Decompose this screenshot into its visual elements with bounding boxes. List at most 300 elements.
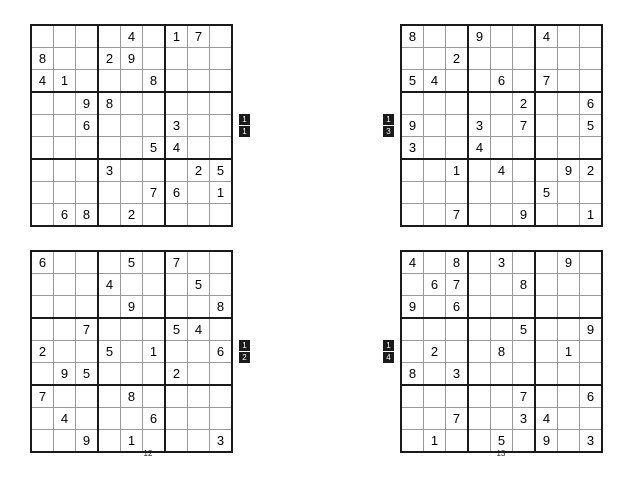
- grid-cell[interactable]: [424, 137, 446, 160]
- sudoku-grid-11[interactable]: [30, 24, 233, 227]
- grid-cell[interactable]: 5: [210, 159, 233, 182]
- grid-cell[interactable]: 3: [165, 115, 188, 137]
- grid-cell[interactable]: 3: [491, 251, 513, 274]
- grid-cell[interactable]: [54, 182, 76, 204]
- grid-cell[interactable]: 4: [424, 70, 446, 93]
- grid-cell[interactable]: 4: [535, 408, 558, 430]
- grid-cell[interactable]: [558, 25, 580, 48]
- grid-cell[interactable]: [31, 296, 54, 319]
- grid-cell[interactable]: [446, 385, 469, 408]
- grid-cell[interactable]: [54, 92, 76, 115]
- grid-cell[interactable]: 4: [121, 25, 143, 48]
- grid-cell[interactable]: [188, 48, 210, 70]
- grid-cell[interactable]: 5: [580, 115, 603, 137]
- grid-cell[interactable]: [76, 408, 99, 430]
- grid-cell[interactable]: 4: [401, 251, 424, 274]
- grid-cell[interactable]: [468, 204, 491, 227]
- grid-cell[interactable]: 4: [535, 25, 558, 48]
- grid-cell[interactable]: 8: [31, 48, 54, 70]
- grid-cell[interactable]: 9: [580, 318, 603, 341]
- grid-cell[interactable]: [188, 137, 210, 160]
- grid-cell[interactable]: [121, 92, 143, 115]
- grid-cell[interactable]: 3: [210, 430, 233, 453]
- grid-cell[interactable]: [446, 318, 469, 341]
- grid-cell[interactable]: [210, 251, 233, 274]
- grid-cell[interactable]: [535, 159, 558, 182]
- grid-cell[interactable]: [401, 341, 424, 363]
- grid-cell[interactable]: [468, 159, 491, 182]
- grid-cell[interactable]: [468, 408, 491, 430]
- grid-cell[interactable]: [98, 408, 121, 430]
- grid-cell[interactable]: [401, 204, 424, 227]
- grid-cell[interactable]: 5: [76, 363, 99, 386]
- grid-cell[interactable]: [580, 137, 603, 160]
- grid-cell[interactable]: [446, 430, 469, 453]
- grid-cell[interactable]: 9: [401, 296, 424, 319]
- grid-cell[interactable]: [76, 182, 99, 204]
- grid-cell[interactable]: 7: [513, 115, 536, 137]
- grid-cell[interactable]: [165, 204, 188, 227]
- grid-cell[interactable]: [98, 251, 121, 274]
- grid-cell[interactable]: 9: [401, 115, 424, 137]
- grid-cell[interactable]: [165, 274, 188, 296]
- grid-cell[interactable]: 7: [446, 204, 469, 227]
- grid-cell[interactable]: [535, 363, 558, 386]
- grid-cell[interactable]: [121, 408, 143, 430]
- grid-cell[interactable]: 3: [513, 408, 536, 430]
- grid-cell[interactable]: 8: [76, 204, 99, 227]
- grid-cell[interactable]: 5: [513, 318, 536, 341]
- grid-cell[interactable]: 1: [165, 25, 188, 48]
- grid-cell[interactable]: [210, 408, 233, 430]
- grid-cell[interactable]: 7: [535, 70, 558, 93]
- grid-cell[interactable]: [121, 274, 143, 296]
- grid-cell[interactable]: [76, 274, 99, 296]
- grid-cell[interactable]: 4: [165, 137, 188, 160]
- grid-cell[interactable]: 1: [558, 341, 580, 363]
- grid-cell[interactable]: [54, 296, 76, 319]
- grid-cell[interactable]: 7: [446, 274, 469, 296]
- grid-cell[interactable]: [558, 296, 580, 319]
- grid-cell[interactable]: [401, 48, 424, 70]
- grid-cell[interactable]: [580, 70, 603, 93]
- grid-cell[interactable]: [558, 70, 580, 93]
- grid-cell[interactable]: 6: [143, 408, 166, 430]
- grid-cell[interactable]: [513, 159, 536, 182]
- grid-cell[interactable]: [165, 296, 188, 319]
- grid-cell[interactable]: 5: [143, 137, 166, 160]
- grid-cell[interactable]: 6: [424, 274, 446, 296]
- grid-cell[interactable]: [535, 341, 558, 363]
- grid-cell[interactable]: [31, 274, 54, 296]
- grid-cell[interactable]: 1: [54, 70, 76, 93]
- grid-cell[interactable]: [76, 251, 99, 274]
- grid-cell[interactable]: 5: [535, 182, 558, 204]
- grid-cell[interactable]: 4: [98, 274, 121, 296]
- grid-cell[interactable]: [188, 115, 210, 137]
- grid-cell[interactable]: [468, 341, 491, 363]
- grid-cell[interactable]: [165, 92, 188, 115]
- grid-cell[interactable]: 6: [31, 251, 54, 274]
- grid-cell[interactable]: 2: [165, 363, 188, 386]
- grid-cell[interactable]: [188, 204, 210, 227]
- grid-cell[interactable]: [98, 70, 121, 93]
- grid-cell[interactable]: 1: [121, 430, 143, 453]
- grid-cell[interactable]: 9: [121, 296, 143, 319]
- grid-cell[interactable]: [491, 274, 513, 296]
- grid-cell[interactable]: 7: [188, 25, 210, 48]
- grid-cell[interactable]: [468, 385, 491, 408]
- grid-cell[interactable]: [424, 159, 446, 182]
- grid-cell[interactable]: [513, 296, 536, 319]
- grid-cell[interactable]: [98, 318, 121, 341]
- grid-cell[interactable]: [558, 274, 580, 296]
- grid-cell[interactable]: 1: [424, 430, 446, 453]
- grid-cell[interactable]: 8: [121, 385, 143, 408]
- grid-cell[interactable]: [401, 408, 424, 430]
- grid-cell[interactable]: 5: [491, 430, 513, 453]
- grid-cell[interactable]: 3: [580, 430, 603, 453]
- grid-cell[interactable]: [54, 137, 76, 160]
- grid-cell[interactable]: [446, 182, 469, 204]
- grid-cell[interactable]: [98, 204, 121, 227]
- grid-cell[interactable]: [535, 115, 558, 137]
- grid-cell[interactable]: [535, 274, 558, 296]
- grid-cell[interactable]: [535, 137, 558, 160]
- grid-cell[interactable]: [31, 92, 54, 115]
- grid-cell[interactable]: [210, 385, 233, 408]
- grid-cell[interactable]: 7: [31, 385, 54, 408]
- grid-cell[interactable]: [468, 296, 491, 319]
- grid-cell[interactable]: [401, 318, 424, 341]
- grid-cell[interactable]: [424, 363, 446, 386]
- grid-cell[interactable]: [143, 159, 166, 182]
- grid-cell[interactable]: [424, 115, 446, 137]
- grid-cell[interactable]: [143, 363, 166, 386]
- grid-cell[interactable]: [446, 92, 469, 115]
- grid-cell[interactable]: 1: [210, 182, 233, 204]
- grid-cell[interactable]: [513, 70, 536, 93]
- grid-cell[interactable]: 3: [401, 137, 424, 160]
- grid-cell[interactable]: [54, 251, 76, 274]
- grid-cell[interactable]: [558, 204, 580, 227]
- grid-cell[interactable]: [424, 251, 446, 274]
- grid-cell[interactable]: 2: [31, 341, 54, 363]
- grid-cell[interactable]: 4: [468, 137, 491, 160]
- grid-cell[interactable]: 2: [446, 48, 469, 70]
- grid-cell[interactable]: [76, 341, 99, 363]
- grid-cell[interactable]: [580, 363, 603, 386]
- grid-cell[interactable]: [468, 274, 491, 296]
- grid-cell[interactable]: 6: [54, 204, 76, 227]
- grid-cell[interactable]: 5: [401, 70, 424, 93]
- grid-cell[interactable]: [98, 182, 121, 204]
- grid-cell[interactable]: 6: [210, 341, 233, 363]
- grid-cell[interactable]: [98, 363, 121, 386]
- grid-cell[interactable]: [580, 251, 603, 274]
- grid-cell[interactable]: [165, 48, 188, 70]
- grid-cell[interactable]: 6: [491, 70, 513, 93]
- grid-cell[interactable]: 1: [143, 341, 166, 363]
- grid-cell[interactable]: 8: [210, 296, 233, 319]
- grid-cell[interactable]: [210, 318, 233, 341]
- grid-cell[interactable]: [121, 363, 143, 386]
- grid-cell[interactable]: [580, 182, 603, 204]
- grid-cell[interactable]: [535, 48, 558, 70]
- grid-cell[interactable]: [513, 137, 536, 160]
- grid-cell[interactable]: 4: [491, 159, 513, 182]
- grid-cell[interactable]: [401, 159, 424, 182]
- grid-cell[interactable]: [558, 430, 580, 453]
- grid-cell[interactable]: [98, 296, 121, 319]
- grid-cell[interactable]: [446, 115, 469, 137]
- grid-cell[interactable]: [558, 115, 580, 137]
- grid-cell[interactable]: 8: [446, 251, 469, 274]
- grid-cell[interactable]: [401, 430, 424, 453]
- grid-cell[interactable]: 5: [165, 318, 188, 341]
- grid-cell[interactable]: [446, 341, 469, 363]
- grid-cell[interactable]: [491, 408, 513, 430]
- sudoku-grid-12[interactable]: [30, 250, 233, 453]
- grid-cell[interactable]: 2: [580, 159, 603, 182]
- grid-cell[interactable]: [491, 182, 513, 204]
- grid-cell[interactable]: [188, 182, 210, 204]
- grid-cell[interactable]: [401, 385, 424, 408]
- grid-cell[interactable]: [31, 204, 54, 227]
- grid-cell[interactable]: 1: [580, 204, 603, 227]
- grid-cell[interactable]: [535, 318, 558, 341]
- grid-cell[interactable]: [165, 70, 188, 93]
- grid-cell[interactable]: [143, 92, 166, 115]
- grid-cell[interactable]: [54, 318, 76, 341]
- grid-cell[interactable]: 2: [424, 341, 446, 363]
- grid-cell[interactable]: 2: [121, 204, 143, 227]
- grid-cell[interactable]: [143, 296, 166, 319]
- grid-cell[interactable]: [121, 115, 143, 137]
- grid-cell[interactable]: [98, 115, 121, 137]
- grid-cell[interactable]: 9: [54, 363, 76, 386]
- grid-cell[interactable]: [491, 115, 513, 137]
- grid-cell[interactable]: 2: [188, 159, 210, 182]
- grid-cell[interactable]: [188, 70, 210, 93]
- grid-cell[interactable]: 2: [513, 92, 536, 115]
- grid-cell[interactable]: 2: [98, 48, 121, 70]
- grid-cell[interactable]: 8: [491, 341, 513, 363]
- grid-cell[interactable]: [580, 341, 603, 363]
- grid-cell[interactable]: [143, 385, 166, 408]
- grid-cell[interactable]: [446, 70, 469, 93]
- grid-cell[interactable]: [513, 251, 536, 274]
- grid-cell[interactable]: 6: [580, 385, 603, 408]
- grid-cell[interactable]: [210, 274, 233, 296]
- grid-cell[interactable]: [143, 204, 166, 227]
- grid-cell[interactable]: [188, 251, 210, 274]
- grid-cell[interactable]: [401, 92, 424, 115]
- grid-cell[interactable]: [76, 70, 99, 93]
- grid-cell[interactable]: 9: [535, 430, 558, 453]
- grid-cell[interactable]: [188, 385, 210, 408]
- grid-cell[interactable]: [54, 159, 76, 182]
- grid-cell[interactable]: [513, 25, 536, 48]
- grid-cell[interactable]: 7: [143, 182, 166, 204]
- grid-cell[interactable]: 9: [468, 25, 491, 48]
- grid-cell[interactable]: [76, 137, 99, 160]
- grid-cell[interactable]: [558, 182, 580, 204]
- sudoku-grid-13[interactable]: [400, 24, 603, 227]
- grid-cell[interactable]: [424, 408, 446, 430]
- grid-cell[interactable]: 4: [31, 70, 54, 93]
- grid-cell[interactable]: [98, 385, 121, 408]
- grid-cell[interactable]: 9: [76, 430, 99, 453]
- grid-cell[interactable]: [188, 408, 210, 430]
- grid-cell[interactable]: [558, 137, 580, 160]
- grid-cell[interactable]: [121, 341, 143, 363]
- grid-cell[interactable]: [424, 296, 446, 319]
- grid-cell[interactable]: [210, 204, 233, 227]
- grid-cell[interactable]: [165, 385, 188, 408]
- grid-cell[interactable]: [121, 159, 143, 182]
- grid-cell[interactable]: [31, 363, 54, 386]
- grid-cell[interactable]: [210, 70, 233, 93]
- grid-cell[interactable]: [424, 92, 446, 115]
- grid-cell[interactable]: [468, 318, 491, 341]
- grid-cell[interactable]: [121, 318, 143, 341]
- grid-cell[interactable]: [424, 385, 446, 408]
- grid-cell[interactable]: [143, 115, 166, 137]
- grid-cell[interactable]: [121, 182, 143, 204]
- grid-cell[interactable]: [491, 92, 513, 115]
- grid-cell[interactable]: [76, 159, 99, 182]
- grid-cell[interactable]: [121, 137, 143, 160]
- grid-cell[interactable]: [210, 363, 233, 386]
- grid-cell[interactable]: [491, 318, 513, 341]
- grid-cell[interactable]: [424, 182, 446, 204]
- grid-cell[interactable]: [210, 48, 233, 70]
- grid-cell[interactable]: [54, 48, 76, 70]
- grid-cell[interactable]: [535, 92, 558, 115]
- grid-cell[interactable]: 9: [121, 48, 143, 70]
- grid-cell[interactable]: 6: [580, 92, 603, 115]
- grid-cell[interactable]: 9: [558, 159, 580, 182]
- grid-cell[interactable]: [54, 274, 76, 296]
- grid-cell[interactable]: [31, 25, 54, 48]
- grid-cell[interactable]: 1: [446, 159, 469, 182]
- grid-cell[interactable]: [468, 182, 491, 204]
- grid-cell[interactable]: [558, 318, 580, 341]
- grid-cell[interactable]: [188, 296, 210, 319]
- grid-cell[interactable]: [424, 204, 446, 227]
- grid-cell[interactable]: [143, 251, 166, 274]
- grid-cell[interactable]: [165, 341, 188, 363]
- grid-cell[interactable]: [468, 92, 491, 115]
- grid-cell[interactable]: 7: [446, 408, 469, 430]
- grid-cell[interactable]: [535, 204, 558, 227]
- grid-cell[interactable]: [54, 385, 76, 408]
- grid-cell[interactable]: [143, 25, 166, 48]
- grid-cell[interactable]: [558, 48, 580, 70]
- grid-cell[interactable]: 5: [121, 251, 143, 274]
- grid-cell[interactable]: [98, 137, 121, 160]
- grid-cell[interactable]: [31, 430, 54, 453]
- grid-cell[interactable]: [143, 274, 166, 296]
- grid-cell[interactable]: 5: [188, 274, 210, 296]
- grid-cell[interactable]: 7: [165, 251, 188, 274]
- grid-cell[interactable]: 3: [446, 363, 469, 386]
- grid-cell[interactable]: [580, 25, 603, 48]
- grid-cell[interactable]: [54, 25, 76, 48]
- grid-cell[interactable]: [491, 137, 513, 160]
- grid-cell[interactable]: [468, 363, 491, 386]
- grid-cell[interactable]: [580, 48, 603, 70]
- grid-cell[interactable]: 9: [558, 251, 580, 274]
- grid-cell[interactable]: [210, 25, 233, 48]
- grid-cell[interactable]: [424, 318, 446, 341]
- grid-cell[interactable]: [31, 137, 54, 160]
- grid-cell[interactable]: [491, 48, 513, 70]
- grid-cell[interactable]: [31, 408, 54, 430]
- grid-cell[interactable]: [491, 385, 513, 408]
- grid-cell[interactable]: 6: [76, 115, 99, 137]
- grid-cell[interactable]: [210, 137, 233, 160]
- grid-cell[interactable]: [558, 385, 580, 408]
- grid-cell[interactable]: [76, 48, 99, 70]
- sudoku-grid-14[interactable]: [400, 250, 603, 453]
- grid-cell[interactable]: [76, 296, 99, 319]
- grid-cell[interactable]: [76, 25, 99, 48]
- grid-cell[interactable]: [491, 204, 513, 227]
- grid-cell[interactable]: [491, 296, 513, 319]
- grid-cell[interactable]: 8: [98, 92, 121, 115]
- grid-cell[interactable]: 7: [76, 318, 99, 341]
- grid-cell[interactable]: [165, 408, 188, 430]
- grid-cell[interactable]: 3: [468, 115, 491, 137]
- grid-cell[interactable]: [558, 363, 580, 386]
- grid-cell[interactable]: [468, 70, 491, 93]
- grid-cell[interactable]: [424, 48, 446, 70]
- grid-cell[interactable]: [210, 92, 233, 115]
- grid-cell[interactable]: [468, 251, 491, 274]
- grid-cell[interactable]: [188, 363, 210, 386]
- grid-cell[interactable]: [491, 25, 513, 48]
- grid-cell[interactable]: [210, 115, 233, 137]
- grid-cell[interactable]: [98, 25, 121, 48]
- grid-cell[interactable]: [580, 408, 603, 430]
- grid-cell[interactable]: 7: [513, 385, 536, 408]
- grid-cell[interactable]: [535, 251, 558, 274]
- grid-cell[interactable]: 9: [76, 92, 99, 115]
- grid-cell[interactable]: 8: [401, 363, 424, 386]
- grid-cell[interactable]: 6: [446, 296, 469, 319]
- grid-cell[interactable]: 8: [401, 25, 424, 48]
- grid-cell[interactable]: [188, 341, 210, 363]
- grid-cell[interactable]: [580, 274, 603, 296]
- grid-cell[interactable]: [143, 48, 166, 70]
- grid-cell[interactable]: [76, 385, 99, 408]
- grid-cell[interactable]: [31, 115, 54, 137]
- grid-cell[interactable]: [446, 25, 469, 48]
- grid-cell[interactable]: [31, 182, 54, 204]
- grid-cell[interactable]: [535, 296, 558, 319]
- grid-cell[interactable]: [188, 92, 210, 115]
- grid-cell[interactable]: [558, 408, 580, 430]
- grid-cell[interactable]: [558, 92, 580, 115]
- grid-cell[interactable]: [54, 430, 76, 453]
- grid-cell[interactable]: [401, 274, 424, 296]
- grid-cell[interactable]: [31, 159, 54, 182]
- grid-cell[interactable]: [513, 341, 536, 363]
- grid-cell[interactable]: [513, 182, 536, 204]
- grid-cell[interactable]: [580, 296, 603, 319]
